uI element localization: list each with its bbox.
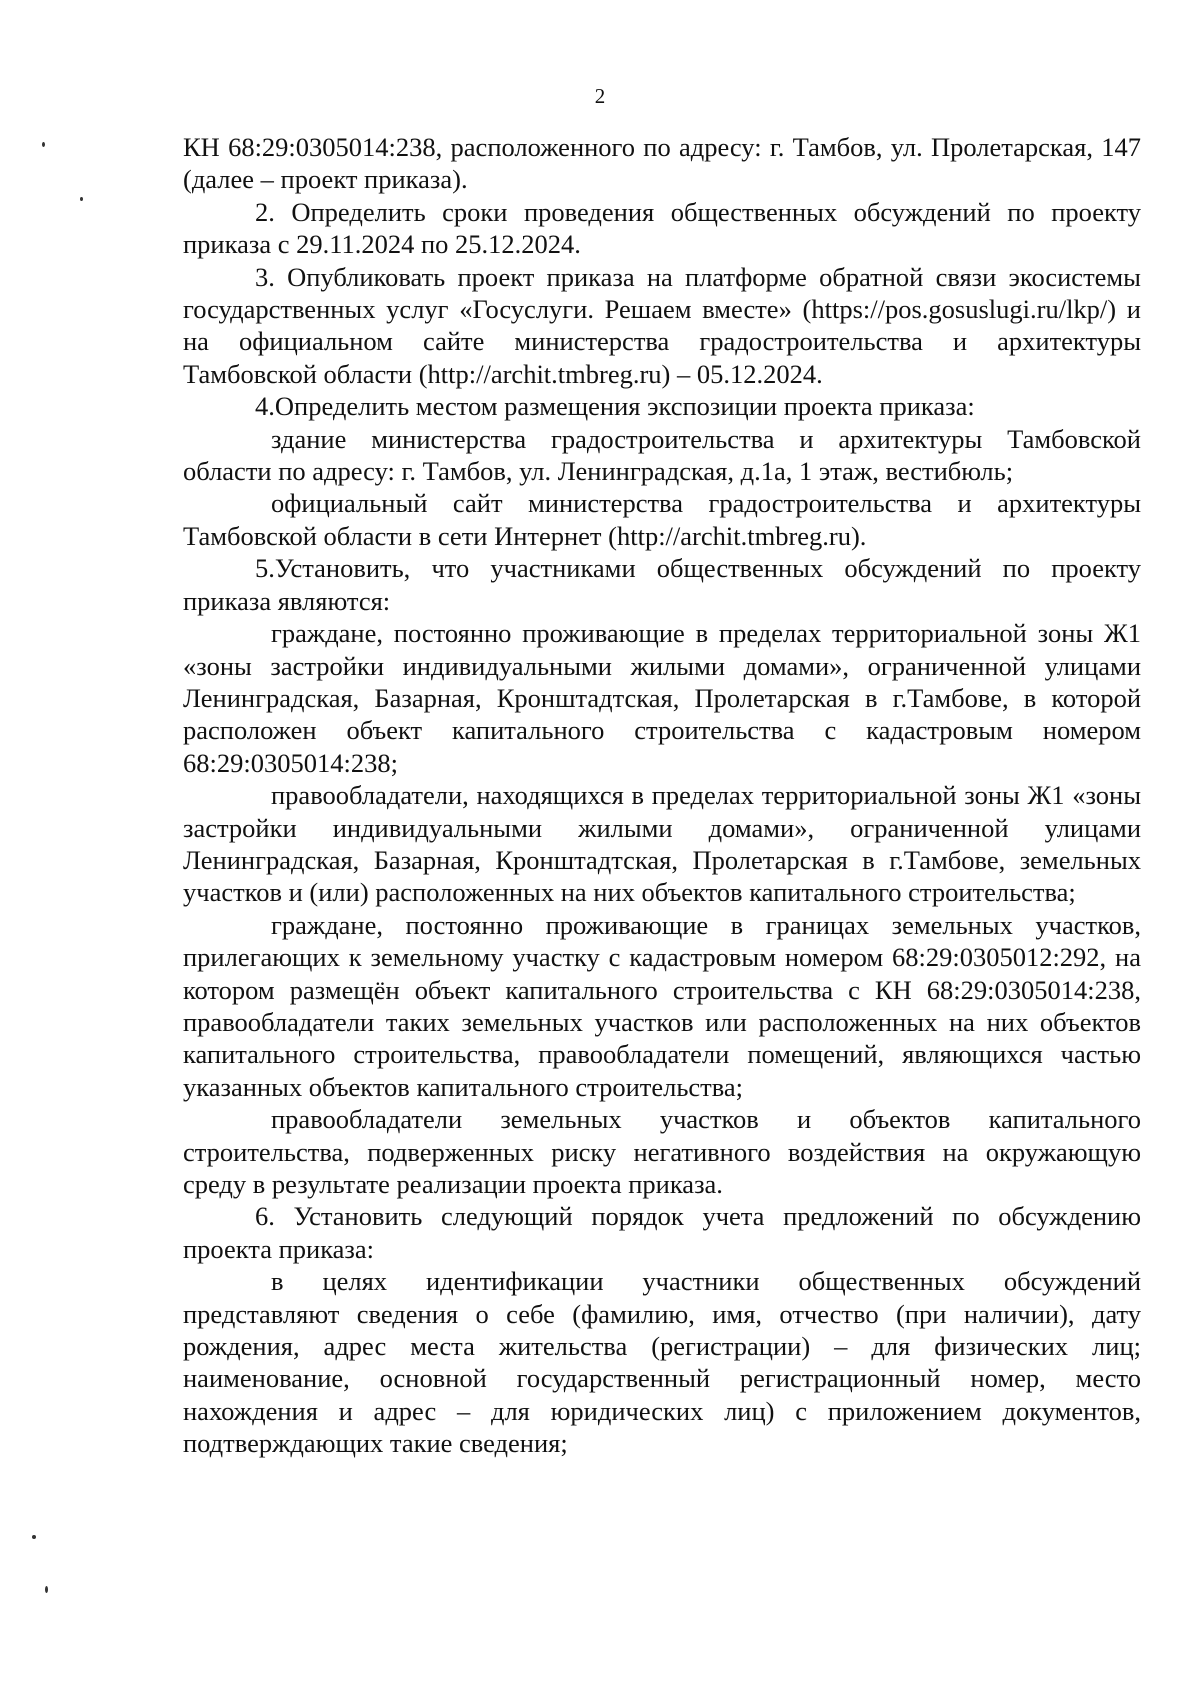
paragraph-participants-risk: правообладатели земельных участков и объектов капитального строительства, подверженных риску негативного воздействия на окружающую среду в результате реализации проекта приказа. [183, 1104, 1141, 1199]
scan-speck [42, 142, 45, 147]
scan-speck [32, 1535, 36, 1539]
page-number: 2 [594, 84, 606, 108]
scan-speck [80, 197, 83, 201]
paragraph-exposition-website: официальный сайт министерства градостроительства и архитектуры Тамбовской области в сети Интернет (http://archit.tmbreg.ru). [183, 488, 1141, 551]
paragraph-item-3-publish: 3. Опубликовать проект приказа на платформе обратной связи экосистемы государственных услуг «Госуслуги. Решаем вместе» (https://pos.gosuslugi.ru/lkp/) и на официальном сайте министерства градостроительства и архитектуры Тамбовской области (http://archit.tmbreg.ru) – 05.12.2024. [183, 261, 1141, 389]
paragraph-item-6-procedure: 6. Установить следующий порядок учета предложений по обсуждению проекта приказа: [183, 1201, 1141, 1264]
scan-speck [45, 1586, 48, 1593]
paragraph-exposition-building: здание министерства градостроительства и архитектуры Тамбовской области по адресу: г. Тамбов, ул. Ленинградская, д.1а, 1 этаж, вестибюль; [183, 423, 1141, 487]
paragraph-identification: в целях идентификации участники общественных обсуждений представляют сведения о себе (фамилию, имя, отчество (при наличии), дату рождения, адрес места жительства (регистрации) – для физических лиц; наименование, основной государственный регистрационный номер, место нахождения и адрес – для юридических лиц) с приложением документов, подтверждающих такие сведения; [183, 1266, 1141, 1459]
paragraph-participants-residents-zone: граждане, постоянно проживающие в пределах территориальной зоны Ж1 «зоны застройки индивидуальными жилыми домами», ограниченной улицами Ленинградская, Базарная, Кронштадтская, Пролетарская в г.Тамбове, в которой расположен объект капитального строительства с кадастровым номером 68:29:0305014:238; [183, 618, 1141, 778]
paragraph-item-4-exposition: 4.Определить местом размещения экспозиции проекта приказа: [255, 391, 975, 422]
paragraph-participants-adjacent: граждане, постоянно проживающие в границах земельных участков, прилегающих к земельному участку с кадастровым номером 68:29:0305012:292, на котором размещён объект капитального строительства с КН 68:29:0305014:238, правообладатели таких земельных участков или расположенных на них объектов капитального строительства, правообладатели помещений, являющихся частью указанных объектов капитального строительства; [183, 909, 1141, 1102]
paragraph-item-5-participants: 5.Установить, что участниками общественных обсуждений по проекту приказа являются: [183, 553, 1141, 616]
paragraph-participants-owners-zone: правообладатели, находящихся в пределах территориальной зоны Ж1 «зоны застройки индивидуальными жилыми домами», ограниченной улицами Ленинградская, Базарная, Кронштадтская, Пролетарская в г.Тамбове, земельных участков и (или) расположенных на них объектов капитального строительства; [183, 780, 1141, 908]
paragraph-cadastral-address: КН 68:29:0305014:238, расположенного по адресу: г. Тамбов, ул. Пролетарская, 147 (далее – проект приказа). [183, 132, 1141, 195]
document-body [183, 131, 1141, 1460]
paragraph-item-2-deadlines: 2. Определить сроки проведения общественных обсуждений по проекту приказа с 29.11.2024 по 25.12.2024. [183, 196, 1141, 260]
